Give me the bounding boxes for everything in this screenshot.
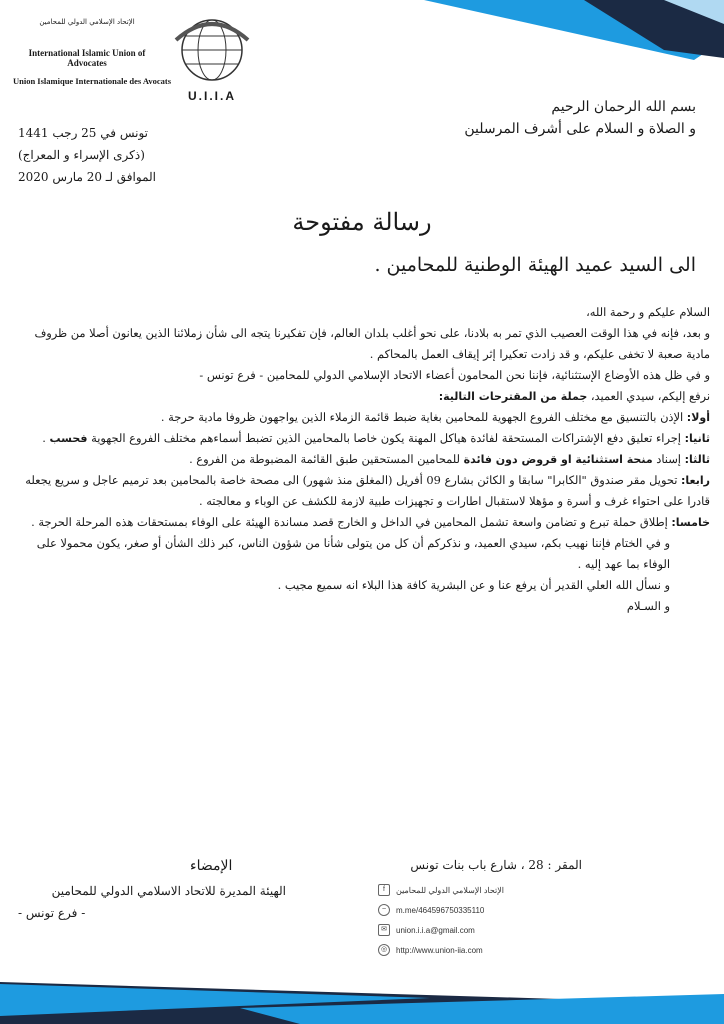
proposal-5-text: إطلاق حملة تبرع و تضامن واسعة تشمل المحامين في الداخل و الخارج قصد مساندة الهيئة على الوفاء بمستحقات هذه المرحلة الحرجة . [31, 515, 672, 529]
letter-date [18, 122, 168, 188]
paragraph-intro: و بعد، فإنه في هذا الوقت العصيب الذي تمر به بلادنا، على نحو أغلب بلدان العالم، فإن تفكيرنا يتجه الى شأن زملائنا الذين يعانون أصلا من ظروف مادية صعبة لا تخفى عليكم، و قد زادت تعكيرا إثر إيقاف العمل بالمحاكم . [34, 326, 710, 361]
basmala [296, 96, 696, 140]
email-icon: ✉ [378, 924, 390, 936]
contact-messenger[interactable] [378, 900, 588, 920]
organization-name-arabic: الإتحاد الإسلامي الدولي للمحامين [39, 18, 135, 26]
proposal-1-text: الإذن بالتنسيق مع مختلف الفروع الجهوية للمحامين بغاية ضبط قائمة الزملاء الذين يواجهون ظروفا مادية حرجة . [160, 410, 687, 424]
proposal-1 [10, 407, 710, 428]
contact-email[interactable] [378, 920, 588, 940]
proposal-3-bold: منحة استثنائية او قروض دون فائدة [463, 453, 653, 466]
proposal-2-end: . [42, 431, 50, 445]
date-occasion: (ذكرى الإسراء و المعراج) [18, 148, 145, 162]
decorative-corner-bottom [0, 964, 724, 1024]
proposal-3-label: ثالثا: [684, 453, 710, 466]
proposal-5 [10, 512, 710, 533]
letter-title: رسالة مفتوحة [292, 208, 432, 236]
proposal-1-label: أولا: [686, 411, 710, 424]
proposal-3-text: إسناد [652, 452, 685, 466]
proposal-4 [10, 470, 710, 512]
paragraph-context: و في ظل هذه الأوضاع الإستثنائية، فإننا نحن المحامون أعضاء الاتحاد الإسلامي الدولي للمحامين - فرع تونس - [199, 368, 710, 382]
paragraph-conclusion: و في الختام فإننا نهيب بكم، سيدي العميد، و نذكركم أن كل من يتولى شأنا من شؤون الناس، كبر ذلك الشأن أو صغر، يكون محمولا على الوفاء بما عهد إليه . [36, 536, 670, 571]
proposal-4-label: رابعا: [681, 474, 710, 487]
closing: و السـلام [626, 599, 670, 613]
contact-list [378, 880, 588, 960]
globe-icon: ◎ [378, 944, 390, 956]
signature-branch: - فرع تونس - [18, 906, 86, 920]
contact-facebook[interactable] [378, 880, 588, 900]
facebook-icon: f [378, 884, 390, 896]
greeting: السلام عليكم و رحمة الله، [586, 305, 710, 319]
contact-website[interactable] [378, 940, 588, 960]
proposal-2 [10, 428, 710, 449]
proposal-2-text: إجراء تعليق دفع الإشتراكات المستحقة لفائدة هياكل المهنة يكون خاصا بالمحامين الذين تضبط أسماءهم مختلف الفروع الجهوية [87, 431, 685, 445]
proposals-intro-bold: جملة من المقترحات التالية: [438, 390, 588, 403]
organization-acronym: U.I.I.A [187, 89, 236, 103]
proposal-3-end: للمحامين المستحقين طبق القائمة المضبوطة من الفروع . [189, 452, 464, 466]
date-gregorian: الموافق لـ 20 مارس 2020 [18, 170, 156, 184]
facebook-label: الإتحاد الإسلامي الدولي للمحامين [396, 885, 504, 895]
messenger-icon: ~ [378, 904, 390, 916]
signature-title: الإمضاء [190, 858, 233, 874]
organization-header [8, 10, 264, 110]
basmala-line-2: و الصلاة و السلام على أشرف المرسلين [464, 121, 696, 137]
proposal-5-label: خامسا: [671, 516, 710, 529]
proposals-intro-text: نرفع إليكم، سيدي العميد، [587, 389, 710, 403]
globe-icon [166, 10, 258, 85]
decorative-corner-top [364, 0, 724, 100]
proposal-4-text: تحويل مقر صندوق "الكابرا" سابقا و الكائن بشارع 09 أفريل (المغلق منذ شهور) الى مصحة خاصة بالمحامين بعد ترميم عاجل و سريع يجعله قادرا على احتواء غرف و أسرة و مؤهلا لاستقبال اطارات و تجهيزات طبية لازمة للكشف عن الوباء و معالجته . [25, 473, 710, 508]
organization-logo [166, 10, 258, 105]
proposal-2-bold: فحسب [49, 432, 88, 445]
organization-name-english: International Islamic Union of Advocates [28, 48, 146, 68]
organization-name-french: Union Islamique Internationale des Avocats [12, 76, 172, 86]
messenger-link: m.me/464596750335110 [396, 905, 485, 915]
letter-addressee: الى السيد عميد الهيئة الوطنية للمحامين . [374, 254, 696, 276]
proposal-2-label: ثانيا: [684, 432, 710, 445]
paragraph-prayer: و نسأل الله العلي القدير أن يرفع عنا و عن البشرية كافة هذا البلاء انه سميع مجيب . [277, 578, 670, 592]
email-address: union.i.i.a@gmail.com [396, 925, 475, 935]
address: المقر : 28 ، شارع باب بنات تونس [410, 858, 582, 872]
proposal-3 [10, 449, 710, 470]
letter-body [10, 302, 710, 617]
paragraph-proposals-intro [10, 386, 710, 407]
website-link: http://www.union-iia.com [396, 945, 483, 955]
signature-organization: الهيئة المديرة للاتحاد الاسلامي الدولي للمحامين [51, 884, 286, 898]
basmala-line-1: بسم الله الرحمان الرحيم [551, 99, 696, 115]
date-hijri: تونس في 25 رجب 1441 [18, 126, 148, 140]
